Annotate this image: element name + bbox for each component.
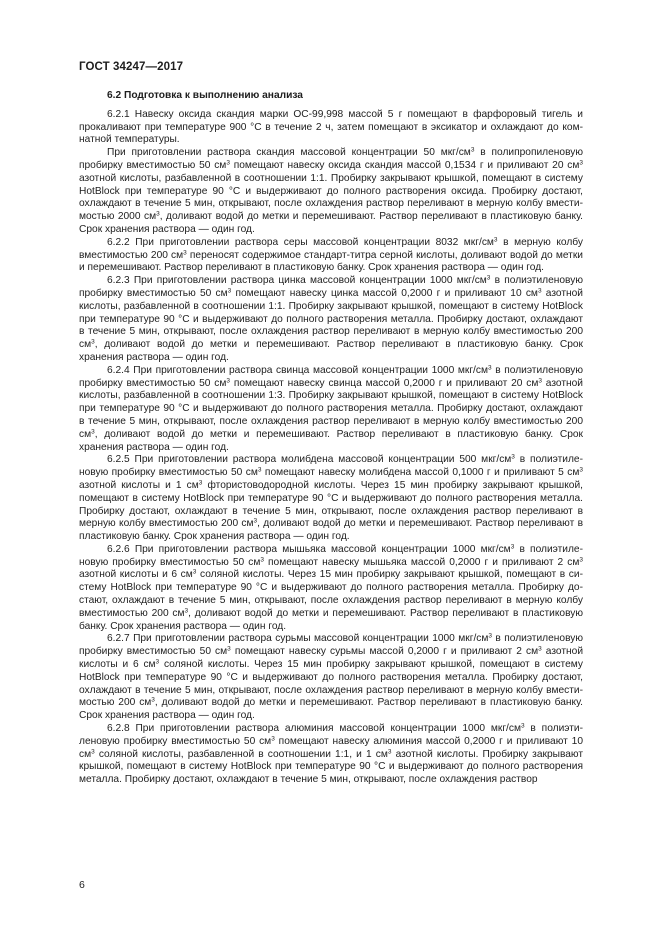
paragraph-6-2-7: 6.2.7 При приготовлении раствора сурьмы массовой концентрации 1000 мкг/$см^3$ в полиэтиленовую пробирку вместимостью 50 $см^3$ помещают навеску сурьмы массой 0,2000 г и приливают 2 $см^3$ азотной кислоты и 6 $см^3$ соляной кислоты. Через 15 мин пробирку закрывают крышкой, помещают в систему HotBlock при температуре 90 °С и выдерживают до полного растворения металла. Пробирку достают, охлаждают в течение 5 мин, открывают, после охлаждения раствор переливают в мерную колбу вместимостью 200 $см^3$, доливают водой до метки и перемешивают. Раствор переливают в пластиковую банку. Срок хранения раствора — один год. (79, 632, 584, 722)
paragraph-6-2-1: 6.2.1 Навеску оксида скандия марки ОС-99,998 массой 5 г помещают в фарфоровый тигель и прокаливают при температуре 900 °С в течение 2 ч, затем помещают в эксикатор и охлаждают до комнатной температуры. (79, 108, 583, 146)
paragraph-6-2-5: 6.2.5 При приготовлении раствора молибдена массовой концентрации 500 мкг/$см^3$ в полиэтиленовую пробирку вместимостью 50 $см^3$ помещают навеску молибдена массой 0,1000 г и приливают 5 $см^3$ азотной кислоты и 1 $см^3$ фтористоводородной кислоты. Через 15 мин пробирку закрывают крышкой, помещают в систему HotBlock при температуре 90 °С и выдерживают до полного растворения металла. Пробирку достают, охлаждают в течение 5 мин, открывают, после охлаждения раствор переливают в мерную колбу вместимостью 200 $см^3$, доливают водой до метки и перемешивают. Раствор переливают в пластиковую банку. Срок хранения раствора — один год. (79, 453, 584, 543)
document-header-code: ГОСТ 34247—2017 (79, 61, 184, 73)
paragraph-6-2-8: 6.2.8 При приготовлении раствора алюминия массовой концентрации 1000 мкг/$см^3$ в полиэтиленовую пробирку вместимостью 50 $см^3$ помещают навеску алюминия массой 0,2000 г и приливают 10 $см^3$ соляной кислоты, разбавленной в соотношении 1:1, и 1 $см^3$ азотной кислоты. Пробирку закрывают крышкой, помещают в систему HotBlock при температуре 90 °С и выдерживают до полного растворения металла. Пробирку достают, охлаждают в течение 5 мин, открывают, после охлаждения раствор (79, 722, 584, 786)
paragraph-6-2-3: 6.2.3 При приготовлении раствора цинка массовой концентрации 1000 мкг/$см^3$ в полиэтиленовую пробирку вместимостью 50 $см^3$ помещают навеску цинка массой 0,2000 г и приливают 10 $см^3$ азотной кислоты, разбавленной в соотношении 1:1. Пробирку закрывают крышкой, помещают в систему HotBlock при температуре 90 °С и выдерживают до полного растворения металла. Пробирку достают, охлаждают в течение 5 мин, открывают, после охлаждения раствор переливают в мерную колбу вместимостью 200 $см^3$, доливают водой до метки и перемешивают. Раствор переливают в пластиковую банку. Срок хранения раствора — один год. (79, 274, 583, 363)
paragraph-6-2-4: 6.2.4 При приготовлении раствора свинца массовой концентрации 1000 мкг/$см^3$ в полиэтиленовую пробирку вместимостью 50 $см^3$ помещают навеску свинца массой 0,2000 г и приливают 20 $см^3$ азотной кислоты, разбавленной в соотношении 1:3. Пробирку закрывают крышкой, помещают в систему HotBlock при температуре 90 °С и выдерживают до полного растворения металла. Пробирку достают, охлаждают в течение 5 мин, открывают, после охлаждения раствор переливают в мерную колбу вместимостью 200 $см^3$, доливают водой до метки и перемешивают. Раствор переливают в пластиковую банку. Срок хранения раствора — один год. (79, 364, 583, 453)
page-content (79, 90, 583, 787)
paragraph-scandium-solution: При приготовлении раствора скандия массовой концентрации 50 мкг/$см^3$ в полипропиленовую пробирку вместимостью 50 $см^3$ помещают навеску оксида скандия массой 0,1534 г и приливают 20 $см^3$ азотной кислоты, разбавленной в соотношении 1:1. Пробирку закрывают крышкой, помещают в систему HotBlock при температуре 90 °С и выдерживают до полного растворения оксида. Пробирку достают, охлаждают в течение 5 мин, открывают, после охлаждения раствор переливают в мерную колбу вместимостью 2000 $см^3$, доливают водой до метки и перемешивают. Раствор переливают в пластиковую банку. Срок хранения раствора — один год. (79, 146, 584, 235)
page-number: 6 (79, 879, 85, 891)
paragraph-6-2-2: 6.2.2 При приготовлении раствора серы массовой концентрации 8032 мкг/$см^3$ в мерную колбу вместимостью 200 $см^3$ переносят содержимое стандарт-титра серной кислоты, доливают водой до метки и перемешивают. Раствор переливают в пластиковую банку. Срок хранения раствора — один год. (79, 236, 583, 274)
paragraph-6-2-6: 6.2.6 При приготовлении раствора мышьяка массовой концентрации 1000 мкг/$см^3$ в полиэтиленовую пробирку вместимостью 50 $см^3$ помещают навеску мышьяка массой 0,2000 г и приливают 2 $см^3$ азотной кислоты и 6 $см^3$ соляной кислоты. Через 15 мин пробирку закрывают крышкой, помещают в систему HotBlock при температуре 90 °С и выдерживают до полного растворения металла. Пробирку достают, охлаждают в течение 5 мин, открывают, после охлаждения раствор переливают в мерную колбу вместимостью 200 $см^3$, доливают водой до метки и перемешивают. Раствор переливают в пластиковую банку. Срок хранения раствора — один год. (79, 543, 584, 632)
section-heading: 6.2 Подготовка к выполнению анализа (107, 90, 303, 101)
